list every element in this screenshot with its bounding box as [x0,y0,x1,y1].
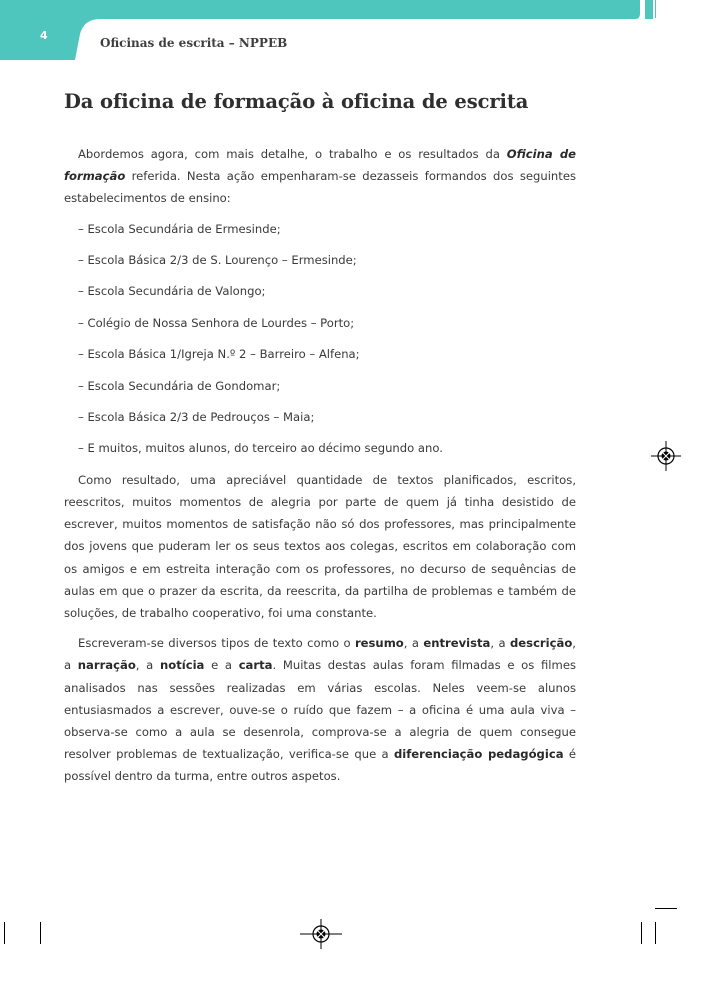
crop-mark [40,922,41,944]
page-number: 4 [40,29,48,42]
result-paragraph: Como resultado, uma apreciável quantidade de textos planificados, escritos, reescritos, muitos momentos de alegria por parte de quem já tinha desistido de escrever, muitos momentos de satisfação não só dos professores, mas principalmente dos jovens que puderam ler os seus textos aos colegas, escritos em colaboração com os amigos e em estreita interação com os professores, no decurso de sequências de aulas em que o prazer da escrita, da reescrita, da partilha de problemas e também de soluções, de trabalho cooperativo, foi uma constante. [64,472,576,620]
crop-mark [641,922,642,944]
list-item: – Escola Secundária de Gondomar; [78,378,281,393]
section-title: Da oficina de formação à oficina de escrita [64,90,529,113]
header-band [0,0,728,60]
registration-mark-icon [651,441,681,471]
registration-mark-icon [300,919,342,949]
list-item: – Colégio de Nossa Senhora de Lourdes – Porto; [78,315,355,330]
list-item: – Escola Secundária de Ermesinde; [78,221,281,236]
crop-mark [655,908,677,909]
crop-mark [4,922,5,944]
list-item: – Escola Básica 2/3 de Pedrouços – Maia; [78,409,315,424]
list-item: – Escola Secundária de Valongo; [78,284,266,299]
list-item: – Escola Básica 2/3 de S. Lourenço – Ermesinde; [78,253,357,267]
crop-mark [655,922,656,944]
crop-mark [655,0,656,18]
list-item: – E muitos, muitos alunos, do terceiro ao décimo segundo ano. [78,441,443,456]
body-text [64,143,576,796]
list-item: – Escola Básica 1/Igreja N.º 2 – Barreiro – Alfena; [78,347,360,362]
schools-list [64,218,576,460]
text-types-paragraph: Escreveram-se diversos tipos de texto como o resumo, a entrevista, a descrição, a narração, a notícia e a carta. Muitas destas aulas foram filmadas e os filmes analisados nas sessões realizadas em várias escolas. Neles veem-se alunos entusiasmados a escrever, ouve-se o ruído que fazem – a oficina é uma aula viva – observa-se como a aula se desenrola, comprova-se a alegria de quem consegue resolver problemas de textualização, verifica-se que a diferenciação pedagógica é possível dentro da turma, entre outros aspetos. [64,636,576,784]
oficina-emphasis: Oficina de formação [64,147,577,184]
intro-paragraph: Abordemos agora, com mais detalhe, o trabalho e os resultados da Oficina de formação referida. Nesta ação empenharam-se dezasseis formandos dos seguintes estabelecimentos de ensino: [64,147,577,206]
running-header: Oficinas de escrita – NPPEB [100,36,288,50]
